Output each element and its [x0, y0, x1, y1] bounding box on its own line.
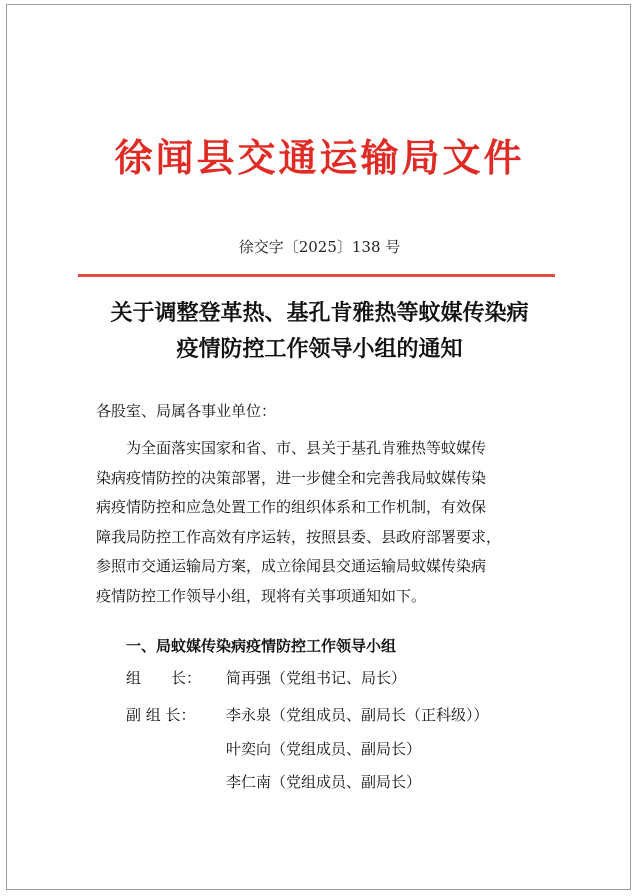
deputy-member: 李永泉（党组成员、副局长（正科级））	[226, 706, 489, 724]
body-line: 为全面落实国家和省、市、县关于基孔肯雅热等蚊媒传	[126, 439, 487, 457]
document-title	[60, 296, 579, 368]
body-line: 参照市交通运输局方案，成立徐闻县交通运输局蚊媒传染病	[96, 557, 487, 576]
deputy-label: 副 组 长：	[126, 706, 196, 724]
document-title-line-2: 疫情防控工作领导小组的通知	[176, 337, 463, 362]
section-heading: 一、局蚊媒传染病疫情防控工作领导小组	[126, 637, 397, 655]
document-title-line-1: 关于调整登革热、基孔肯雅热等蚊媒传染病	[110, 301, 529, 326]
leader-name: 简再强（党组书记、局长）	[226, 669, 407, 687]
body-line: 染病疫情防控的决策部署，进一步健全和完善我局蚊媒传染	[96, 468, 487, 487]
deputy-member: 李仁南（党组成员、副局长）	[226, 773, 422, 791]
body-paragraph	[96, 434, 552, 612]
body-line: 病疫情防控和应急处置工作的组织体系和工作机制，有效保	[96, 498, 487, 517]
red-divider-line	[78, 274, 555, 277]
addressee: 各股室、局属各事业单位：	[96, 402, 277, 420]
body-line: 疫情防控工作领导小组，现将有关事项通知如下。	[96, 586, 427, 605]
deputy-member: 叶奕向（党组成员、副局长）	[226, 740, 422, 758]
document-number: 徐交字〔2025〕138 号	[238, 238, 401, 256]
body-line: 障我局防控工作高效有序运转，按照县委、县政府部署要求，	[96, 527, 502, 546]
leader-label: 组 长：	[126, 669, 202, 687]
issuer-title: 徐闻县交通运输局文件	[114, 135, 525, 180]
